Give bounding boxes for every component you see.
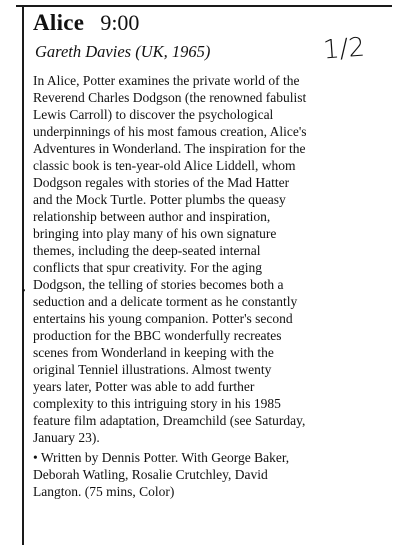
description-line: Lewis Carroll) to discover the psychological <box>33 107 274 122</box>
description-line: Adventures in Wonderland. The inspiration for the <box>33 141 306 156</box>
description-line: In Alice, Potter examines the private world of the <box>33 73 300 88</box>
description-line: entertains his young companion. Potter's second <box>33 311 293 326</box>
description-line: years later, Potter was able to add further <box>33 379 255 394</box>
credits-line: • Written by Dennis Potter. With George Baker, <box>33 450 290 465</box>
description-line: relationship between author and inspiration, <box>33 209 271 224</box>
credit-row <box>33 32 393 68</box>
margin-mark: • <box>22 286 26 297</box>
handwritten-note: 1/2 <box>322 32 366 66</box>
listing-time: 9:00 <box>100 10 140 35</box>
description-line: Dodgson regales with stories of the Mad Hatter <box>33 175 290 190</box>
description-line: production for the BBC wonderfully recreates <box>33 328 282 343</box>
description-line: Reverend Charles Dodgson (the renowned fabulist <box>33 90 307 105</box>
listing-entry <box>33 10 393 500</box>
description-line: conflicts that spur creativity. For the aging <box>33 260 262 275</box>
credits-line: Deborah Watling, Rosalie Crutchley, David <box>33 467 268 482</box>
description-line: complexity to this intriguing story in his 1985 <box>33 396 281 411</box>
credits-line: Langton. (75 mins, Color) <box>33 484 175 499</box>
description-line: seduction and a delicate torment as he constantly <box>33 294 298 309</box>
description <box>33 72 393 500</box>
description-line: themes, including the deep-seated internal <box>33 243 261 258</box>
description-line: underpinnings of his most famous creation, Alice's <box>33 124 307 139</box>
description-line: and the Mock Turtle. Potter plumbs the queasy <box>33 192 286 207</box>
description-line: Dodgson, the telling of stories becomes both a <box>33 277 284 292</box>
frame-top-rule <box>16 5 392 7</box>
description-line: feature film adaptation, Dreamchild (see Saturday, <box>33 413 306 428</box>
description-line: classic book is ten-year-old Alice Liddell, whom <box>33 158 296 173</box>
description-line: bringing into play many of his own signature <box>33 226 277 241</box>
listing-title: Alice <box>33 10 85 35</box>
description-line: January 23). <box>33 430 100 445</box>
director-credit: Gareth Davies (UK, 1965) <box>35 42 211 61</box>
frame-left-rule <box>22 5 24 545</box>
description-line: scenes from Wonderland in keeping with the <box>33 345 274 360</box>
description-line: original Tenniel illustrations. Almost twenty <box>33 362 272 377</box>
